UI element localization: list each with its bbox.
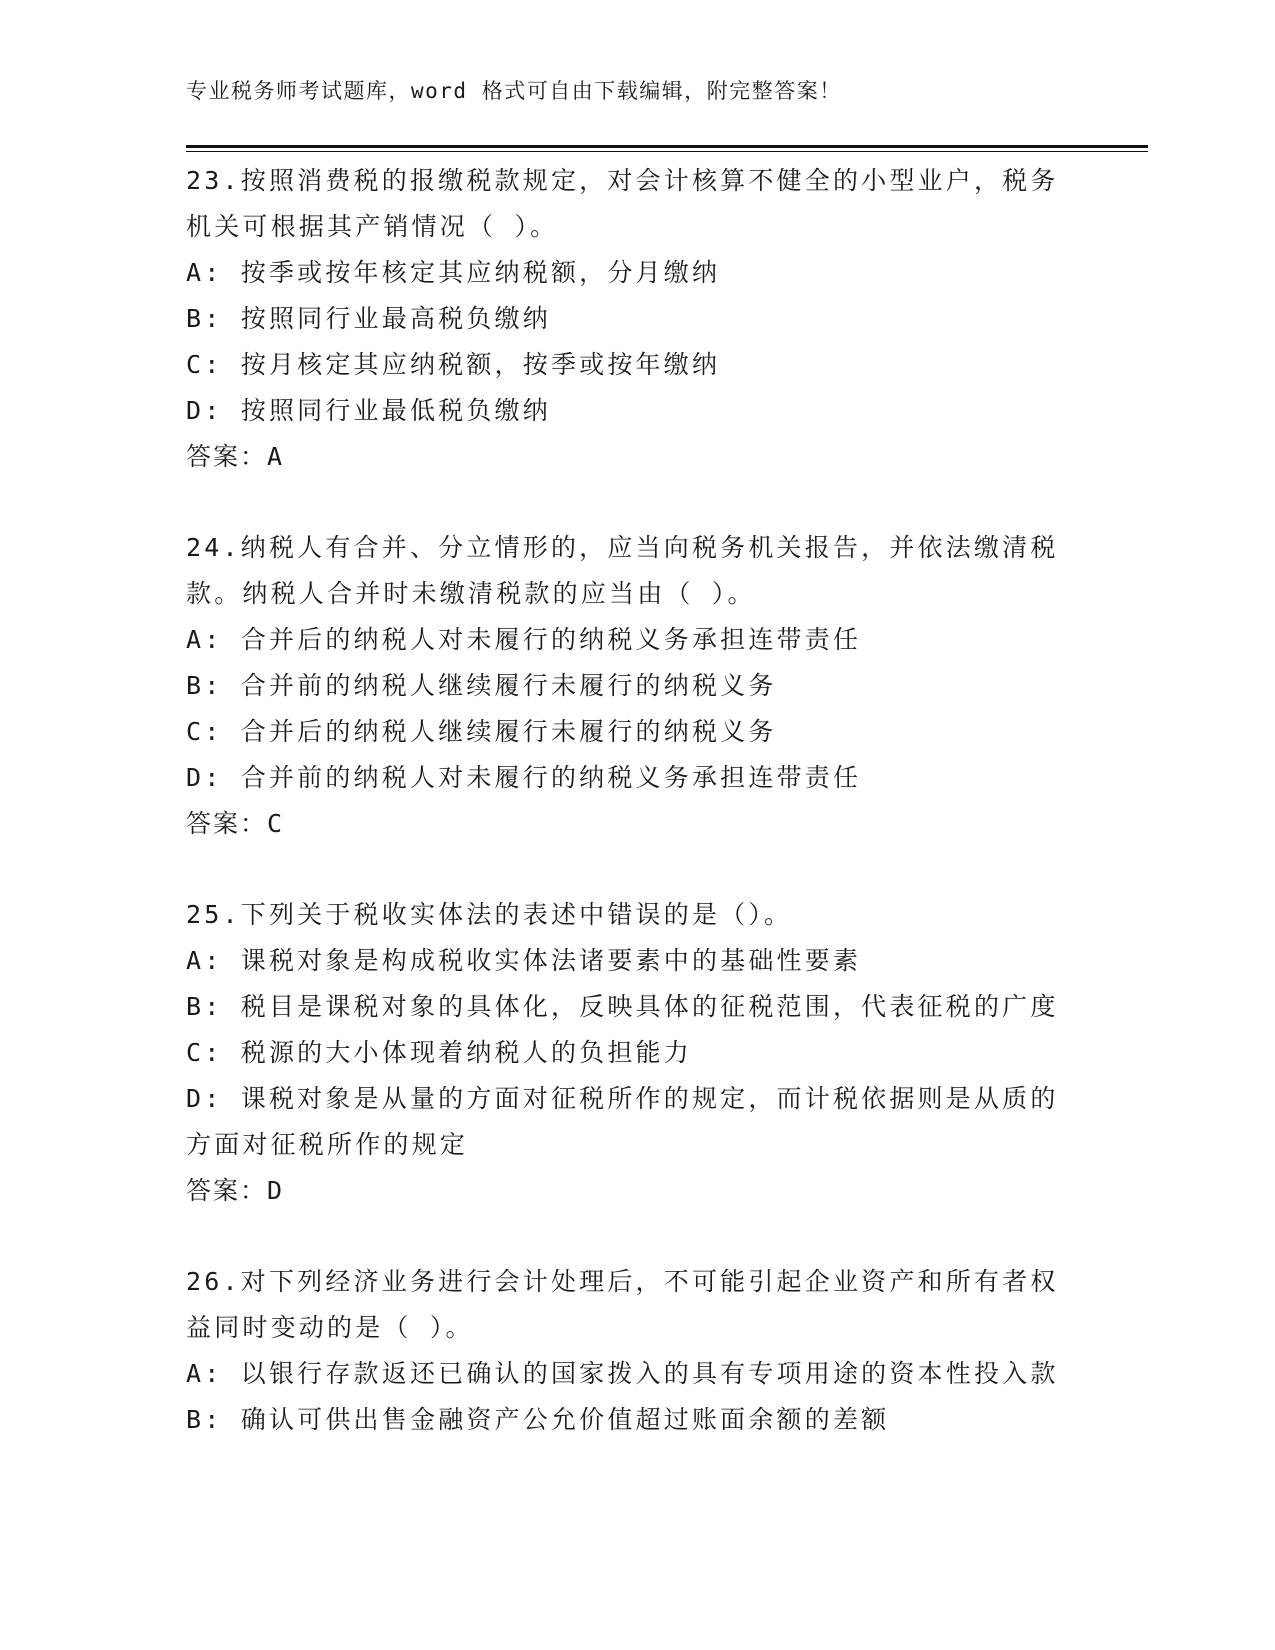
question-stem: 25.下列关于税收实体法的表述中错误的是（）。: [186, 900, 793, 929]
answer-line: [186, 1168, 1086, 1214]
question-stem: 23.按照消费税的报缴税款规定，对会计核算不健全的小型业户，税务: [186, 166, 1059, 195]
option-b: B: 合并前的纳税人继续履行未履行的纳税义务: [186, 671, 777, 700]
answer-line: [186, 801, 1086, 847]
question-23: [186, 158, 1086, 480]
answer-value: A: [267, 442, 285, 471]
question-25: [186, 892, 1086, 1214]
question-stem: 26.对下列经济业务进行会计处理后，不可能引起企业资产和所有者权: [186, 1267, 1059, 1296]
option-d-continued: 方面对征税所作的规定: [186, 1130, 469, 1159]
option-b: B: 确认可供出售金融资产公允价值超过账面余额的差额: [186, 1405, 890, 1434]
header-rule-thin: [186, 151, 1148, 152]
option-c: C: 合并后的纳税人继续履行未履行的纳税义务: [186, 717, 777, 746]
header-note: 专业税务师考试题库，word 格式可自由下载编辑，附完整答案！: [186, 79, 842, 103]
question-stem: 24.纳税人有合并、分立情形的，应当向税务机关报告，并依法缴清税: [186, 533, 1059, 562]
option-a: A: 合并后的纳税人对未履行的纳税义务承担连带责任: [186, 625, 862, 654]
option-a: A: 以银行存款返还已确认的国家拨入的具有专项用途的资本性投入款: [186, 1359, 1059, 1388]
option-a: A: 按季或按年核定其应纳税额，分月缴纳: [186, 258, 721, 287]
answer-value: C: [267, 809, 285, 838]
question-list: [186, 158, 1086, 1488]
answer-value: D: [267, 1176, 285, 1205]
option-c: C: 按月核定其应纳税额，按季或按年缴纳: [186, 350, 721, 379]
option-c: C: 税源的大小体现着纳税人的负担能力: [186, 1038, 692, 1067]
option-d: D: 课税对象是从量的方面对征税所作的规定，而计税依据则是从质的: [186, 1084, 1059, 1113]
question-stem: 益同时变动的是（ ）。: [186, 1313, 474, 1342]
question-stem: 机关可根据其产销情况（ ）。: [186, 212, 559, 241]
option-b: B: 按照同行业最高税负缴纳: [186, 304, 551, 333]
answer-label: 答案：: [186, 809, 268, 838]
question-26: [186, 1259, 1086, 1443]
header-rule-thick: [186, 145, 1148, 148]
option-b: B: 税目是课税对象的具体化，反映具体的征税范围，代表征税的广度: [186, 992, 1059, 1021]
question-24: [186, 525, 1086, 847]
answer-line: [186, 434, 1086, 480]
answer-label: 答案：: [186, 442, 268, 471]
answer-label: 答案：: [186, 1176, 268, 1205]
option-d: D: 合并前的纳税人对未履行的纳税义务承担连带责任: [186, 763, 862, 792]
option-a: A: 课税对象是构成税收实体法诸要素中的基础性要素: [186, 946, 862, 975]
question-stem: 款。纳税人合并时未缴清税款的应当由（ ）。: [186, 579, 756, 608]
option-d: D: 按照同行业最低税负缴纳: [186, 396, 551, 425]
